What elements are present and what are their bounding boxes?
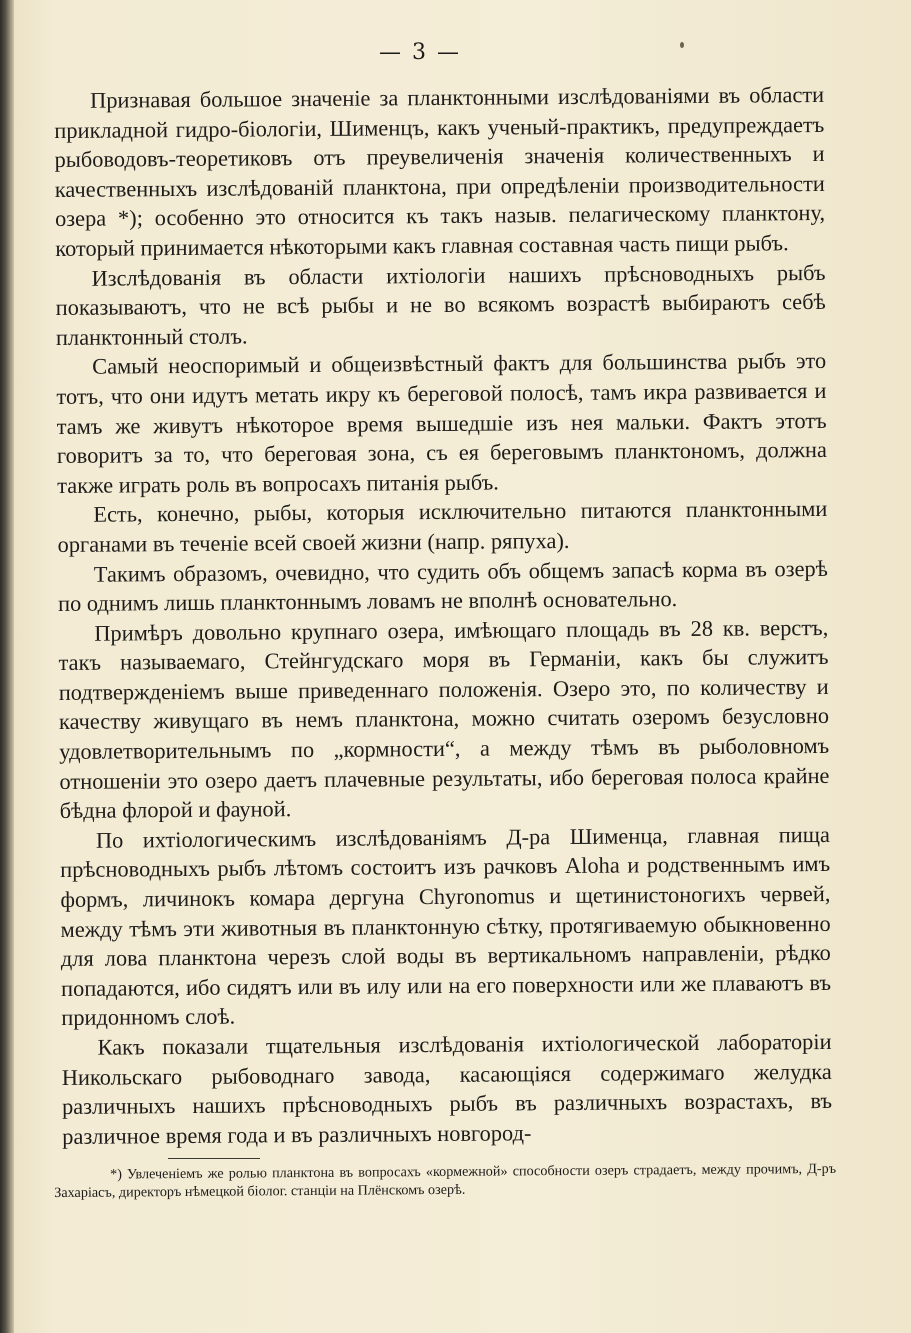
paragraph-3: Самый неоспоримый и общеизвѣстный фактъ для большинства рыбъ это тотъ, что они идутъ метать икру къ береговой полосѣ, тамъ икра развивается и тамъ же живутъ нѣкоторое время вышедшіе изъ нея мальки. Фактъ этотъ говоритъ за то, что береговая зона, съ ея береговымъ планктономъ, должна также играть роль въ вопросахъ питанія рыбъ. — [56, 348, 827, 498]
paragraph-1: Признавая большое значеніе за планктонными изслѣдованіями въ области прикладной гидро-біологіи, Шименцъ, какъ ученый-практикъ, предупреждаетъ рыбоводовъ-теоретиковъ отъ преувеличенія значенія количественныхъ и качественныхъ изслѣдованій планктона, при опредѣленіи производительности озера *); особенно это относится къ такъ назыв. пелагическому планктону, который принимается нѣкоторыми какъ главная составная часть пищи рыбъ. — [54, 81, 826, 261]
book-spine-shadow — [0, 0, 14, 1333]
footnote-divider — [168, 1158, 260, 1159]
paragraph-6: Примѣръ довольно крупнаго озера, имѣющаго площадь въ 28 кв. верстъ, такъ называемаго, Стейнгудскаго моря въ Германіи, какъ бы служитъ подтвержденіемъ выше приведеннаго положенія. Озеро это, по количеству и качеству живущаго въ немъ планктона, можно считать озеромъ безусловно удовлетворительнымъ по „кормности“, а между тѣмъ въ рыболовномъ отношеніи это озеро даетъ плачевные результаты, ибо береговая полоса крайне бѣдна флорой и фауной. — [58, 614, 830, 824]
paragraph-5: Такимъ образомъ, очевидно, что судить объ общемъ запасѣ корма въ озерѣ по однимъ лишь планктоннымъ ловамъ не вполнѣ основательно. — [57, 555, 828, 617]
paragraph-2: Изслѣдованія въ области ихтіологіи нашихъ прѣсноводныхъ рыбъ показываютъ, что не всѣ рыбы и не во всякомъ возрастѣ выбираютъ себѣ планктонный столъ. — [55, 259, 826, 350]
paragraph-8: Какъ показали тщательныя изслѣдованія ихтіологической лабораторіи Никольскаго рыбоводнаго завода, касающіяся содержимаго желудка различныхъ нашихъ прѣсноводныхъ рыбъ въ различныхъ возрастахъ, въ различное время года и въ различныхъ новгород- — [61, 1028, 833, 1149]
paragraph-4: Есть, конечно, рыбы, которыя исключительно питаются планктонными органами въ теченіе всей своей жизни (напр. ряпуха). — [57, 496, 828, 557]
body-text — [54, 80, 832, 1151]
page-number: — 3 — — [379, 40, 461, 65]
paragraph-7: По ихтіологическимъ изслѣдованіямъ Д-ра Шименца, главная пища прѣсноводныхъ рыбъ лѣтомъ состоитъ изъ рачковъ Aloha и родственнымъ имъ формъ, личинокъ комара дергуна Chyronomus и щетинистоногихъ червей, между тѣмъ эти животныя въ планктонную сѣтку, протягиваемую обыкновенно для лова планктона черезъ слой воды въ вертикальномъ направленіи, рѣдко попадаются, ибо сидятъ или въ илу или на его поверхности или же плаваютъ въ придонномъ слоѣ. — [60, 821, 832, 1031]
footnote: *) Увлеченіемъ же ролью планктона въ вопросахъ «кормежной» способности озеръ страдаетъ, между прочимъ, Д-ръ Захаріасъ, директоръ нѣмецкой біолог. станціи на Плёнскомъ озерѣ. — [54, 1160, 837, 1201]
